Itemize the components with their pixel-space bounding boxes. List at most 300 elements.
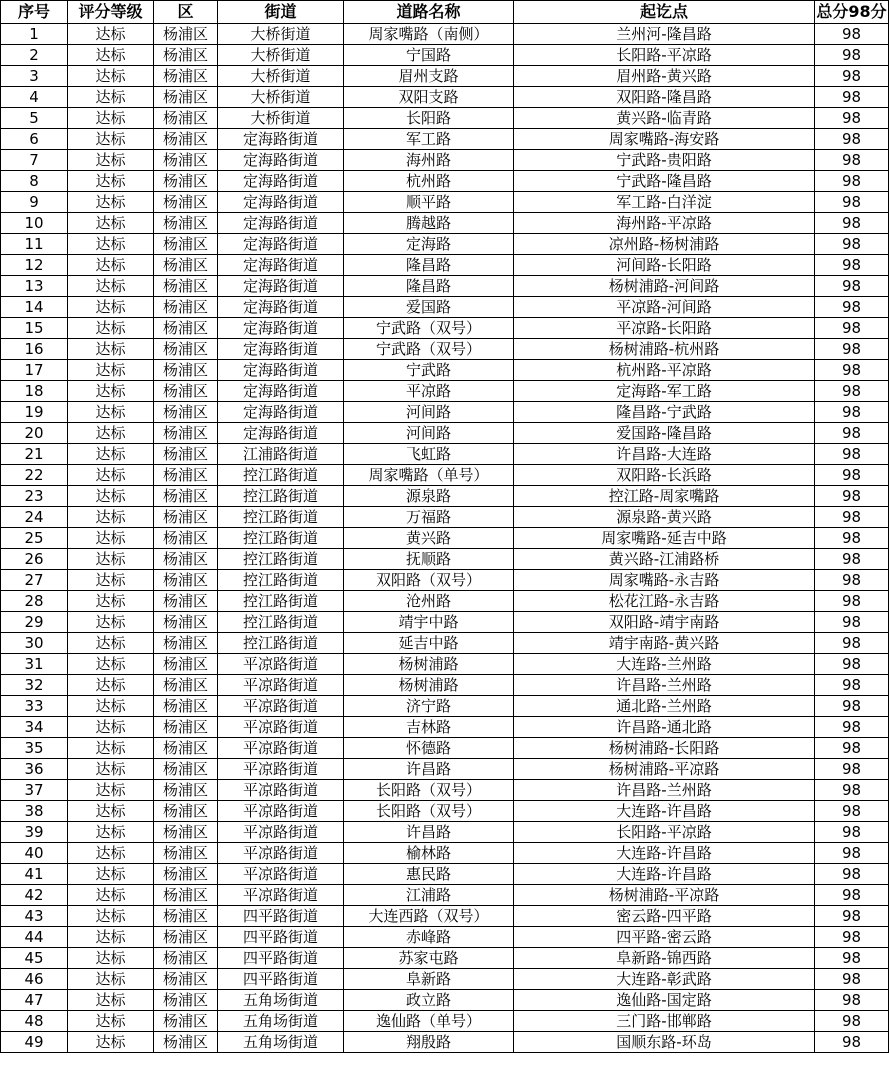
cell-index: 41 xyxy=(1,864,68,885)
table-body xyxy=(1,24,889,1053)
cell-road-name: 海州路 xyxy=(344,150,514,171)
cell-start-end: 双阳路-隆昌路 xyxy=(514,87,815,108)
cell-street: 定海路街道 xyxy=(218,402,344,423)
cell-rating: 达标 xyxy=(68,171,154,192)
cell-index: 37 xyxy=(1,780,68,801)
cell-rating: 达标 xyxy=(68,948,154,969)
cell-start-end: 阜新路-锦西路 xyxy=(514,948,815,969)
cell-start-end: 海州路-平凉路 xyxy=(514,213,815,234)
cell-district: 杨浦区 xyxy=(154,1032,218,1053)
cell-start-end: 黄兴路-江浦路桥 xyxy=(514,549,815,570)
table-row xyxy=(1,507,889,528)
cell-start-end: 逸仙路-国定路 xyxy=(514,990,815,1011)
cell-score: 98 xyxy=(815,234,889,255)
cell-index: 25 xyxy=(1,528,68,549)
cell-score: 98 xyxy=(815,255,889,276)
cell-rating: 达标 xyxy=(68,297,154,318)
cell-rating: 达标 xyxy=(68,318,154,339)
cell-score: 98 xyxy=(815,591,889,612)
cell-start-end: 平凉路-长阳路 xyxy=(514,318,815,339)
cell-district: 杨浦区 xyxy=(154,759,218,780)
header-row xyxy=(1,1,889,24)
cell-street: 大桥街道 xyxy=(218,66,344,87)
cell-road-name: 江浦路 xyxy=(344,885,514,906)
cell-road-name: 周家嘴路（单号） xyxy=(344,465,514,486)
cell-street: 平凉路街道 xyxy=(218,780,344,801)
cell-street: 平凉路街道 xyxy=(218,801,344,822)
cell-street: 四平路街道 xyxy=(218,927,344,948)
cell-road-name: 惠民路 xyxy=(344,864,514,885)
cell-score: 98 xyxy=(815,507,889,528)
cell-district: 杨浦区 xyxy=(154,213,218,234)
cell-road-name: 长阳路（双号） xyxy=(344,780,514,801)
cell-score: 98 xyxy=(815,927,889,948)
cell-street: 平凉路街道 xyxy=(218,864,344,885)
cell-score: 98 xyxy=(815,45,889,66)
cell-start-end: 军工路-白洋淀 xyxy=(514,192,815,213)
cell-start-end: 源泉路-黄兴路 xyxy=(514,507,815,528)
cell-score: 98 xyxy=(815,969,889,990)
cell-rating: 达标 xyxy=(68,633,154,654)
cell-index: 34 xyxy=(1,717,68,738)
table-row xyxy=(1,66,889,87)
cell-rating: 达标 xyxy=(68,570,154,591)
table-row xyxy=(1,612,889,633)
cell-rating: 达标 xyxy=(68,339,154,360)
cell-start-end: 大连路-许昌路 xyxy=(514,801,815,822)
cell-start-end: 周家嘴路-延吉中路 xyxy=(514,528,815,549)
table-row xyxy=(1,864,889,885)
cell-index: 17 xyxy=(1,360,68,381)
cell-score: 98 xyxy=(815,1011,889,1032)
table-row xyxy=(1,675,889,696)
cell-street: 定海路街道 xyxy=(218,360,344,381)
cell-street: 控江路街道 xyxy=(218,507,344,528)
cell-district: 杨浦区 xyxy=(154,1011,218,1032)
cell-road-name: 杨树浦路 xyxy=(344,654,514,675)
cell-street: 定海路街道 xyxy=(218,234,344,255)
cell-score: 98 xyxy=(815,864,889,885)
table-row xyxy=(1,906,889,927)
cell-index: 45 xyxy=(1,948,68,969)
cell-road-name: 腾越路 xyxy=(344,213,514,234)
table-row xyxy=(1,486,889,507)
table-row xyxy=(1,402,889,423)
cell-index: 39 xyxy=(1,822,68,843)
cell-index: 7 xyxy=(1,150,68,171)
cell-start-end: 杨树浦路-平凉路 xyxy=(514,759,815,780)
cell-index: 40 xyxy=(1,843,68,864)
cell-start-end: 杨树浦路-杭州路 xyxy=(514,339,815,360)
cell-score: 98 xyxy=(815,1032,889,1053)
cell-road-name: 定海路 xyxy=(344,234,514,255)
cell-rating: 达标 xyxy=(68,255,154,276)
cell-rating: 达标 xyxy=(68,843,154,864)
cell-score: 98 xyxy=(815,108,889,129)
cell-district: 杨浦区 xyxy=(154,906,218,927)
cell-road-name: 双阳路（双号） xyxy=(344,570,514,591)
cell-rating: 达标 xyxy=(68,87,154,108)
cell-street: 控江路街道 xyxy=(218,486,344,507)
table-row xyxy=(1,591,889,612)
cell-rating: 达标 xyxy=(68,759,154,780)
cell-index: 2 xyxy=(1,45,68,66)
cell-start-end: 三门路-邯郸路 xyxy=(514,1011,815,1032)
cell-index: 28 xyxy=(1,591,68,612)
cell-index: 33 xyxy=(1,696,68,717)
cell-street: 定海路街道 xyxy=(218,381,344,402)
table-row xyxy=(1,423,889,444)
cell-index: 9 xyxy=(1,192,68,213)
cell-rating: 达标 xyxy=(68,234,154,255)
cell-index: 29 xyxy=(1,612,68,633)
cell-district: 杨浦区 xyxy=(154,255,218,276)
cell-score: 98 xyxy=(815,486,889,507)
cell-street: 平凉路街道 xyxy=(218,675,344,696)
cell-rating: 达标 xyxy=(68,696,154,717)
cell-score: 98 xyxy=(815,633,889,654)
cell-score: 98 xyxy=(815,738,889,759)
cell-street: 江浦路街道 xyxy=(218,444,344,465)
cell-score: 98 xyxy=(815,696,889,717)
cell-start-end: 杨树浦路-河间路 xyxy=(514,276,815,297)
table-row xyxy=(1,87,889,108)
table-row xyxy=(1,654,889,675)
cell-start-end: 周家嘴路-海安路 xyxy=(514,129,815,150)
cell-score: 98 xyxy=(815,24,889,45)
cell-score: 98 xyxy=(815,381,889,402)
table-row xyxy=(1,444,889,465)
cell-rating: 达标 xyxy=(68,402,154,423)
cell-score: 98 xyxy=(815,822,889,843)
table-row xyxy=(1,948,889,969)
cell-index: 3 xyxy=(1,66,68,87)
cell-district: 杨浦区 xyxy=(154,87,218,108)
table-row xyxy=(1,108,889,129)
cell-index: 21 xyxy=(1,444,68,465)
cell-street: 控江路街道 xyxy=(218,465,344,486)
cell-index: 6 xyxy=(1,129,68,150)
cell-district: 杨浦区 xyxy=(154,192,218,213)
cell-index: 19 xyxy=(1,402,68,423)
cell-score: 98 xyxy=(815,465,889,486)
cell-rating: 达标 xyxy=(68,591,154,612)
cell-rating: 达标 xyxy=(68,738,154,759)
cell-start-end: 河间路-长阳路 xyxy=(514,255,815,276)
cell-rating: 达标 xyxy=(68,45,154,66)
table-row xyxy=(1,150,889,171)
cell-rating: 达标 xyxy=(68,150,154,171)
cell-street: 平凉路街道 xyxy=(218,822,344,843)
cell-street: 平凉路街道 xyxy=(218,885,344,906)
cell-road-name: 济宁路 xyxy=(344,696,514,717)
header-street: 街道 xyxy=(218,1,344,24)
cell-index: 8 xyxy=(1,171,68,192)
cell-start-end: 松花江路-永吉路 xyxy=(514,591,815,612)
table-row xyxy=(1,297,889,318)
cell-rating: 达标 xyxy=(68,360,154,381)
cell-rating: 达标 xyxy=(68,717,154,738)
cell-score: 98 xyxy=(815,780,889,801)
cell-score: 98 xyxy=(815,213,889,234)
cell-rating: 达标 xyxy=(68,108,154,129)
cell-score: 98 xyxy=(815,402,889,423)
cell-index: 46 xyxy=(1,969,68,990)
cell-district: 杨浦区 xyxy=(154,45,218,66)
cell-road-name: 许昌路 xyxy=(344,759,514,780)
cell-rating: 达标 xyxy=(68,780,154,801)
table-row xyxy=(1,171,889,192)
cell-street: 平凉路街道 xyxy=(218,738,344,759)
cell-road-name: 眉州支路 xyxy=(344,66,514,87)
cell-district: 杨浦区 xyxy=(154,297,218,318)
header-road-name: 道路名称 xyxy=(344,1,514,24)
cell-district: 杨浦区 xyxy=(154,633,218,654)
cell-district: 杨浦区 xyxy=(154,780,218,801)
cell-district: 杨浦区 xyxy=(154,822,218,843)
cell-road-name: 榆林路 xyxy=(344,843,514,864)
cell-district: 杨浦区 xyxy=(154,864,218,885)
cell-score: 98 xyxy=(815,318,889,339)
cell-rating: 达标 xyxy=(68,528,154,549)
cell-index: 22 xyxy=(1,465,68,486)
cell-district: 杨浦区 xyxy=(154,654,218,675)
cell-district: 杨浦区 xyxy=(154,171,218,192)
cell-rating: 达标 xyxy=(68,129,154,150)
cell-street: 控江路街道 xyxy=(218,549,344,570)
cell-district: 杨浦区 xyxy=(154,570,218,591)
table-row xyxy=(1,192,889,213)
cell-rating: 达标 xyxy=(68,213,154,234)
table-row xyxy=(1,381,889,402)
cell-road-name: 长阳路 xyxy=(344,108,514,129)
cell-score: 98 xyxy=(815,843,889,864)
cell-street: 四平路街道 xyxy=(218,969,344,990)
cell-district: 杨浦区 xyxy=(154,465,218,486)
cell-index: 27 xyxy=(1,570,68,591)
cell-score: 98 xyxy=(815,654,889,675)
cell-score: 98 xyxy=(815,717,889,738)
cell-road-name: 怀德路 xyxy=(344,738,514,759)
cell-rating: 达标 xyxy=(68,486,154,507)
cell-district: 杨浦区 xyxy=(154,990,218,1011)
cell-start-end: 长阳路-平凉路 xyxy=(514,45,815,66)
cell-street: 定海路街道 xyxy=(218,339,344,360)
cell-street: 平凉路街道 xyxy=(218,843,344,864)
cell-score: 98 xyxy=(815,192,889,213)
cell-score: 98 xyxy=(815,675,889,696)
cell-road-name: 长阳路（双号） xyxy=(344,801,514,822)
cell-district: 杨浦区 xyxy=(154,738,218,759)
cell-road-name: 宁武路（双号） xyxy=(344,339,514,360)
cell-start-end: 许昌路-通北路 xyxy=(514,717,815,738)
cell-street: 定海路街道 xyxy=(218,171,344,192)
cell-index: 36 xyxy=(1,759,68,780)
cell-index: 31 xyxy=(1,654,68,675)
cell-street: 定海路街道 xyxy=(218,318,344,339)
cell-district: 杨浦区 xyxy=(154,129,218,150)
cell-start-end: 双阳路-长浜路 xyxy=(514,465,815,486)
cell-district: 杨浦区 xyxy=(154,339,218,360)
cell-district: 杨浦区 xyxy=(154,234,218,255)
table-row xyxy=(1,360,889,381)
table-row xyxy=(1,801,889,822)
cell-district: 杨浦区 xyxy=(154,444,218,465)
cell-start-end: 凉州路-杨树浦路 xyxy=(514,234,815,255)
cell-street: 控江路街道 xyxy=(218,570,344,591)
cell-index: 48 xyxy=(1,1011,68,1032)
cell-rating: 达标 xyxy=(68,507,154,528)
table-row xyxy=(1,780,889,801)
cell-index: 5 xyxy=(1,108,68,129)
table-row xyxy=(1,339,889,360)
cell-road-name: 源泉路 xyxy=(344,486,514,507)
cell-score: 98 xyxy=(815,444,889,465)
cell-start-end: 宁武路-隆昌路 xyxy=(514,171,815,192)
table-row xyxy=(1,759,889,780)
table-row xyxy=(1,234,889,255)
cell-score: 98 xyxy=(815,612,889,633)
cell-rating: 达标 xyxy=(68,801,154,822)
cell-index: 43 xyxy=(1,906,68,927)
table-row xyxy=(1,990,889,1011)
cell-street: 大桥街道 xyxy=(218,24,344,45)
cell-rating: 达标 xyxy=(68,423,154,444)
table-row xyxy=(1,1011,889,1032)
cell-index: 14 xyxy=(1,297,68,318)
cell-road-name: 爱国路 xyxy=(344,297,514,318)
table-row xyxy=(1,213,889,234)
cell-road-name: 许昌路 xyxy=(344,822,514,843)
cell-rating: 达标 xyxy=(68,906,154,927)
cell-road-name: 政立路 xyxy=(344,990,514,1011)
cell-start-end: 眉州路-黄兴路 xyxy=(514,66,815,87)
table-row xyxy=(1,45,889,66)
cell-district: 杨浦区 xyxy=(154,549,218,570)
cell-street: 四平路街道 xyxy=(218,906,344,927)
cell-start-end: 密云路-四平路 xyxy=(514,906,815,927)
cell-district: 杨浦区 xyxy=(154,486,218,507)
cell-rating: 达标 xyxy=(68,822,154,843)
cell-district: 杨浦区 xyxy=(154,528,218,549)
table-row xyxy=(1,633,889,654)
cell-start-end: 大连路-许昌路 xyxy=(514,864,815,885)
cell-index: 15 xyxy=(1,318,68,339)
cell-road-name: 隆昌路 xyxy=(344,276,514,297)
header-district: 区 xyxy=(154,1,218,24)
cell-street: 大桥街道 xyxy=(218,45,344,66)
cell-index: 49 xyxy=(1,1032,68,1053)
cell-index: 4 xyxy=(1,87,68,108)
cell-start-end: 大连路-兰州路 xyxy=(514,654,815,675)
cell-road-name: 河间路 xyxy=(344,402,514,423)
cell-road-name: 隆昌路 xyxy=(344,255,514,276)
cell-score: 98 xyxy=(815,339,889,360)
cell-district: 杨浦区 xyxy=(154,885,218,906)
cell-street: 平凉路街道 xyxy=(218,696,344,717)
table-row xyxy=(1,885,889,906)
cell-start-end: 大连路-彰武路 xyxy=(514,969,815,990)
cell-index: 18 xyxy=(1,381,68,402)
table-row xyxy=(1,276,889,297)
cell-district: 杨浦区 xyxy=(154,675,218,696)
cell-district: 杨浦区 xyxy=(154,843,218,864)
cell-rating: 达标 xyxy=(68,885,154,906)
table-row xyxy=(1,696,889,717)
cell-district: 杨浦区 xyxy=(154,423,218,444)
table-header xyxy=(1,1,889,24)
cell-road-name: 双阳支路 xyxy=(344,87,514,108)
cell-district: 杨浦区 xyxy=(154,108,218,129)
cell-district: 杨浦区 xyxy=(154,276,218,297)
cell-start-end: 杨树浦路-长阳路 xyxy=(514,738,815,759)
cell-road-name: 杨树浦路 xyxy=(344,675,514,696)
cell-score: 98 xyxy=(815,276,889,297)
cell-road-name: 吉林路 xyxy=(344,717,514,738)
header-index: 序号 xyxy=(1,1,68,24)
cell-district: 杨浦区 xyxy=(154,402,218,423)
table-row xyxy=(1,255,889,276)
cell-score: 98 xyxy=(815,297,889,318)
cell-district: 杨浦区 xyxy=(154,150,218,171)
cell-street: 平凉路街道 xyxy=(218,717,344,738)
cell-street: 定海路街道 xyxy=(218,192,344,213)
cell-score: 98 xyxy=(815,549,889,570)
table-row xyxy=(1,738,889,759)
cell-road-name: 顺平路 xyxy=(344,192,514,213)
cell-start-end: 国顺东路-环岛 xyxy=(514,1032,815,1053)
cell-start-end: 长阳路-平凉路 xyxy=(514,822,815,843)
cell-street: 四平路街道 xyxy=(218,948,344,969)
table-row xyxy=(1,927,889,948)
table-row xyxy=(1,549,889,570)
cell-score: 98 xyxy=(815,528,889,549)
cell-index: 35 xyxy=(1,738,68,759)
cell-street: 定海路街道 xyxy=(218,423,344,444)
cell-score: 98 xyxy=(815,360,889,381)
cell-district: 杨浦区 xyxy=(154,24,218,45)
cell-road-name: 宁武路（双号） xyxy=(344,318,514,339)
cell-street: 控江路街道 xyxy=(218,633,344,654)
cell-index: 24 xyxy=(1,507,68,528)
cell-rating: 达标 xyxy=(68,927,154,948)
cell-district: 杨浦区 xyxy=(154,969,218,990)
cell-score: 98 xyxy=(815,87,889,108)
cell-score: 98 xyxy=(815,66,889,87)
cell-start-end: 许昌路-大连路 xyxy=(514,444,815,465)
cell-road-name: 赤峰路 xyxy=(344,927,514,948)
cell-rating: 达标 xyxy=(68,864,154,885)
cell-street: 控江路街道 xyxy=(218,591,344,612)
cell-start-end: 许昌路-兰州路 xyxy=(514,780,815,801)
cell-rating: 达标 xyxy=(68,1011,154,1032)
cell-rating: 达标 xyxy=(68,192,154,213)
cell-score: 98 xyxy=(815,906,889,927)
cell-road-name: 逸仙路（单号） xyxy=(344,1011,514,1032)
cell-score: 98 xyxy=(815,129,889,150)
cell-road-name: 翔殷路 xyxy=(344,1032,514,1053)
cell-road-name: 杭州路 xyxy=(344,171,514,192)
cell-start-end: 靖宇南路-黄兴路 xyxy=(514,633,815,654)
cell-road-name: 大连西路（双号） xyxy=(344,906,514,927)
cell-district: 杨浦区 xyxy=(154,717,218,738)
table-row xyxy=(1,24,889,45)
cell-index: 30 xyxy=(1,633,68,654)
cell-index: 12 xyxy=(1,255,68,276)
cell-district: 杨浦区 xyxy=(154,507,218,528)
header-score: 总分98分 xyxy=(815,1,889,24)
cell-street: 平凉路街道 xyxy=(218,654,344,675)
